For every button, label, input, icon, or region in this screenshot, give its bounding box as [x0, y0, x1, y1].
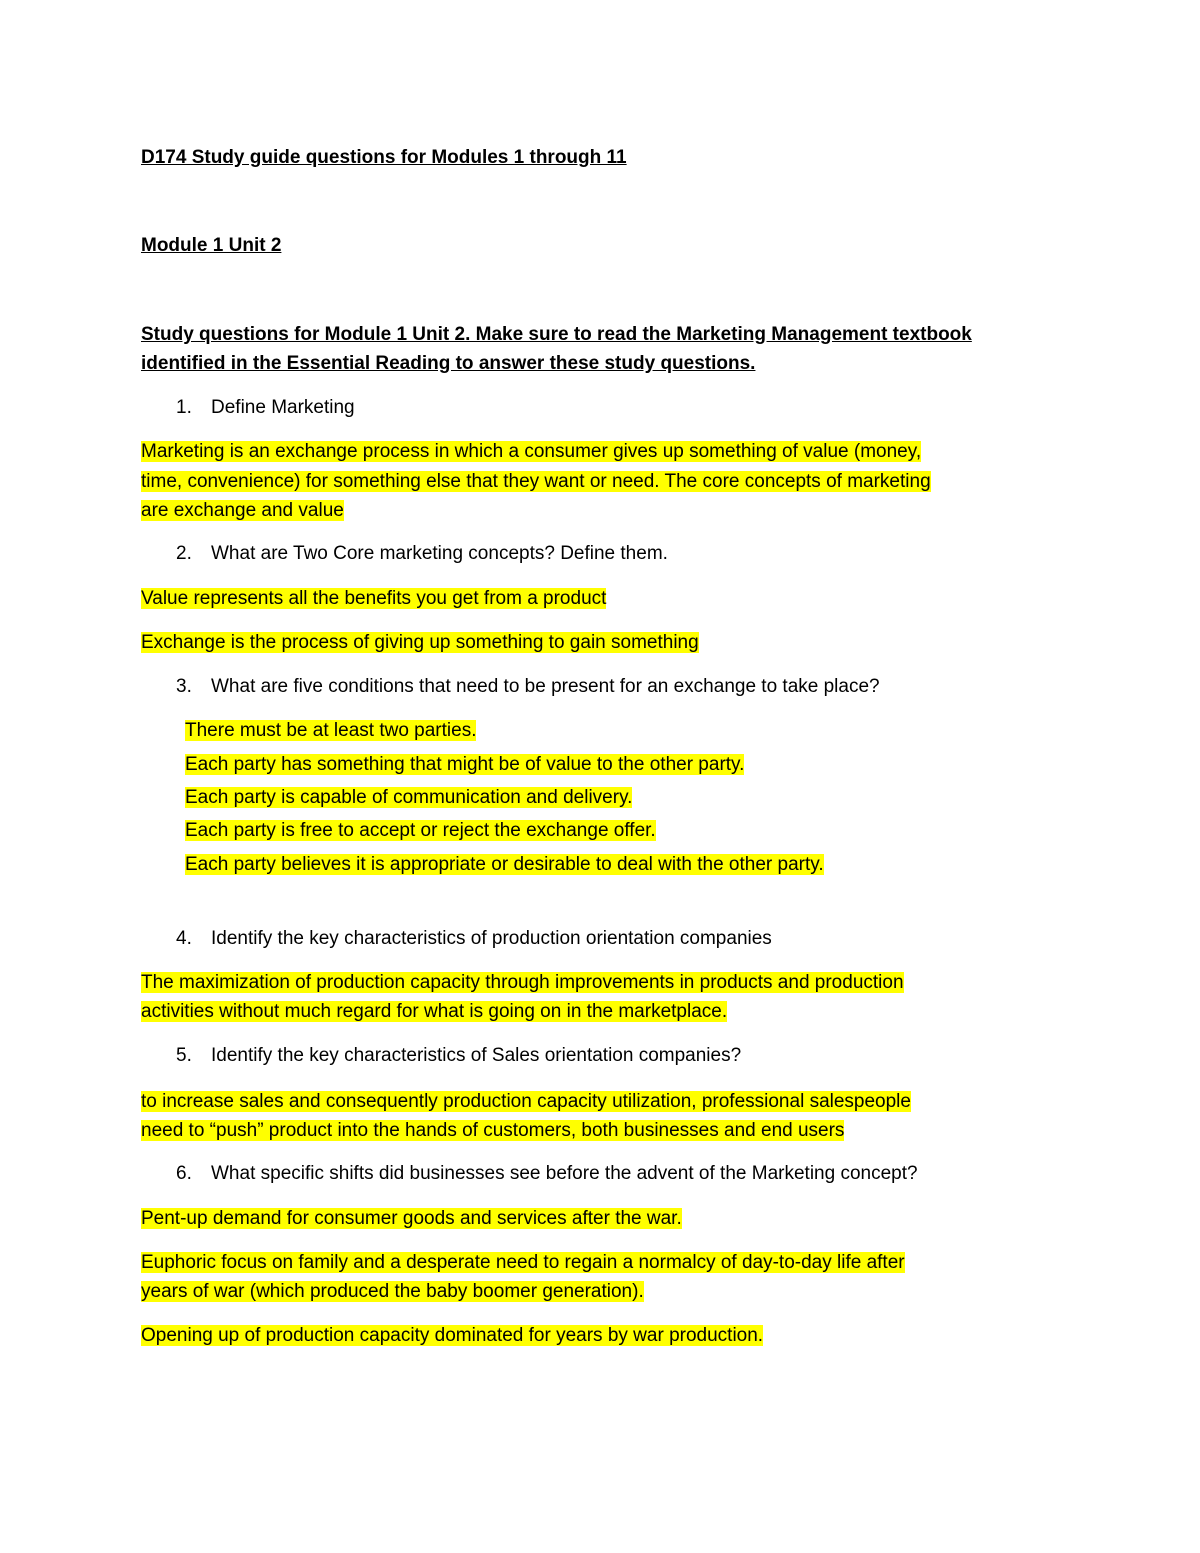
module-heading: Module 1 Unit 2 — [141, 235, 282, 256]
answer-6-item-3: Opening up of production capacity dominated for years by war production. — [141, 1325, 764, 1346]
answer-1-line-3: are exchange and value — [141, 500, 344, 521]
answer-4-line-2: activities without much regard for what is going on in the marketplace. — [141, 1001, 728, 1022]
condition-item-3: Each party is capable of communication and delivery. — [185, 787, 633, 808]
question-2: What are Two Core marketing concepts? Define them. — [211, 543, 668, 564]
answer-2-exchange: Exchange is the process of giving up something to gain something — [141, 632, 699, 653]
question-number-5: 5. — [176, 1045, 192, 1066]
answer-1-line-1: Marketing is an exchange process in which a consumer gives up something of value (money, — [141, 441, 922, 462]
answer-6-item-2-line-2: years of war (which produced the baby boomer generation). — [141, 1281, 644, 1302]
question-number-3: 3. — [176, 676, 192, 697]
question-1: Define Marketing — [211, 397, 355, 418]
question-3: What are five conditions that need to be present for an exchange to take place? — [211, 676, 880, 697]
intro-line-1: Study questions for Module 1 Unit 2. Make sure to read the Marketing Management textbook — [141, 324, 972, 345]
question-number-4: 4. — [176, 928, 192, 949]
question-number-6: 6. — [176, 1163, 192, 1184]
answer-2-value: Value represents all the benefits you get from a product — [141, 588, 607, 609]
condition-item-5: Each party believes it is appropriate or desirable to deal with the other party. — [185, 854, 824, 875]
intro-line-2: identified in the Essential Reading to answer these study questions. — [141, 353, 756, 374]
question-4: Identify the key characteristics of production orientation companies — [211, 928, 772, 949]
question-5: Identify the key characteristics of Sales orientation companies? — [211, 1045, 742, 1066]
condition-item-2: Each party has something that might be of value to the other party. — [185, 754, 745, 775]
condition-item-1: There must be at least two parties. — [185, 720, 477, 741]
answer-1-line-2: time, convenience) for something else that they want or need. The core concepts of marketing — [141, 471, 931, 492]
answer-5-line-2: need to “push” product into the hands of customers, both businesses and end users — [141, 1120, 845, 1141]
condition-item-4: Each party is free to accept or reject the exchange offer. — [185, 820, 656, 841]
question-number-1: 1. — [176, 397, 192, 418]
answer-6-item-1: Pent-up demand for consumer goods and services after the war. — [141, 1208, 682, 1229]
answer-6-item-2-line-1: Euphoric focus on family and a desperate need to regain a normalcy of day-to-day life after — [141, 1252, 905, 1273]
answer-4-line-1: The maximization of production capacity through improvements in products and production — [141, 972, 904, 993]
question-number-2: 2. — [176, 543, 192, 564]
document-title: D174 Study guide questions for Modules 1 through 11 — [141, 147, 627, 168]
answer-5-line-1: to increase sales and consequently production capacity utilization, professional salespeople — [141, 1091, 911, 1112]
question-6: What specific shifts did businesses see before the advent of the Marketing concept? — [211, 1163, 918, 1184]
